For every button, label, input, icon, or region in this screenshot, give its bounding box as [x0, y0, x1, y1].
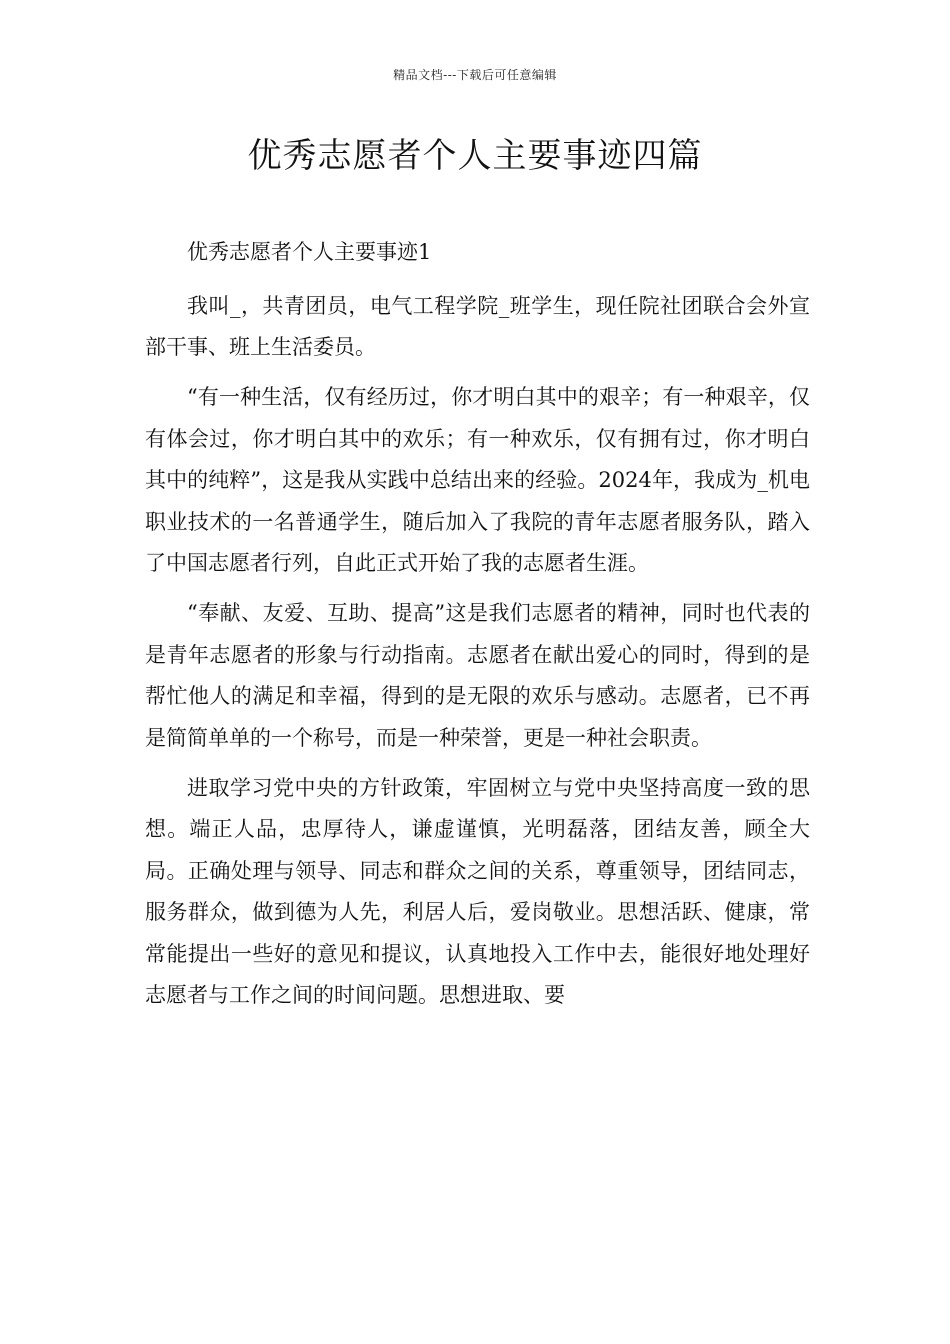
document-body — [145, 232, 810, 1025]
paragraph-experience: “有一种生活，仅有经历过，你才明白其中的艰辛；有一种艰辛，仅有体会过，你才明白其中的欢乐；有一种欢乐，仅有拥有过，你才明白其中的纯粹”，这是我从实践中总结出来的经验。2024年，我成为_机电职业技术的一名普通学生，随后加入了我院的青年志愿者服务队，踏入了中国志愿者行列，自此正式开始了我的志愿者生涯。 — [145, 385, 810, 575]
document-title: 优秀志愿者个人主要事迹四篇 — [247, 136, 703, 176]
header-note: 精品文档---下载后可任意编辑 — [393, 68, 557, 82]
paragraph-study: 进取学习党中央的方针政策，牢固树立与党中央坚持高度一致的思想。端正人品，忠厚待人，谦虚谨慎，光明磊落，团结友善，顾全大局。正确处理与领导、同志和群众之间的关系，尊重领导，团结同志，服务群众，做到德为人先，利居人后，爱岗敬业。思想活跃、健康，常常能提出一些好的意见和提议，认真地投入工作中去，能很好地处理好志愿者与工作之间的时间问题。思想进取、要 — [145, 775, 810, 1007]
paragraph-intro: 我叫_，共青团员，电气工程学院_班学生，现任院社团联合会外宣部干事、班上生活委员。 — [145, 293, 810, 359]
paragraph-spirit: “奉献、友爱、互助、提高”这是我们志愿者的精神，同时也代表的是青年志愿者的形象与行动指南。志愿者在献出爱心的同时，得到的是帮忙他人的满足和幸福，得到的是无限的欢乐与感动。志愿者，已不再是简简单单的一个称号，而是一种荣誉，更是一种社会职责。 — [145, 601, 810, 750]
section-heading: 优秀志愿者个人主要事迹1 — [187, 240, 432, 264]
